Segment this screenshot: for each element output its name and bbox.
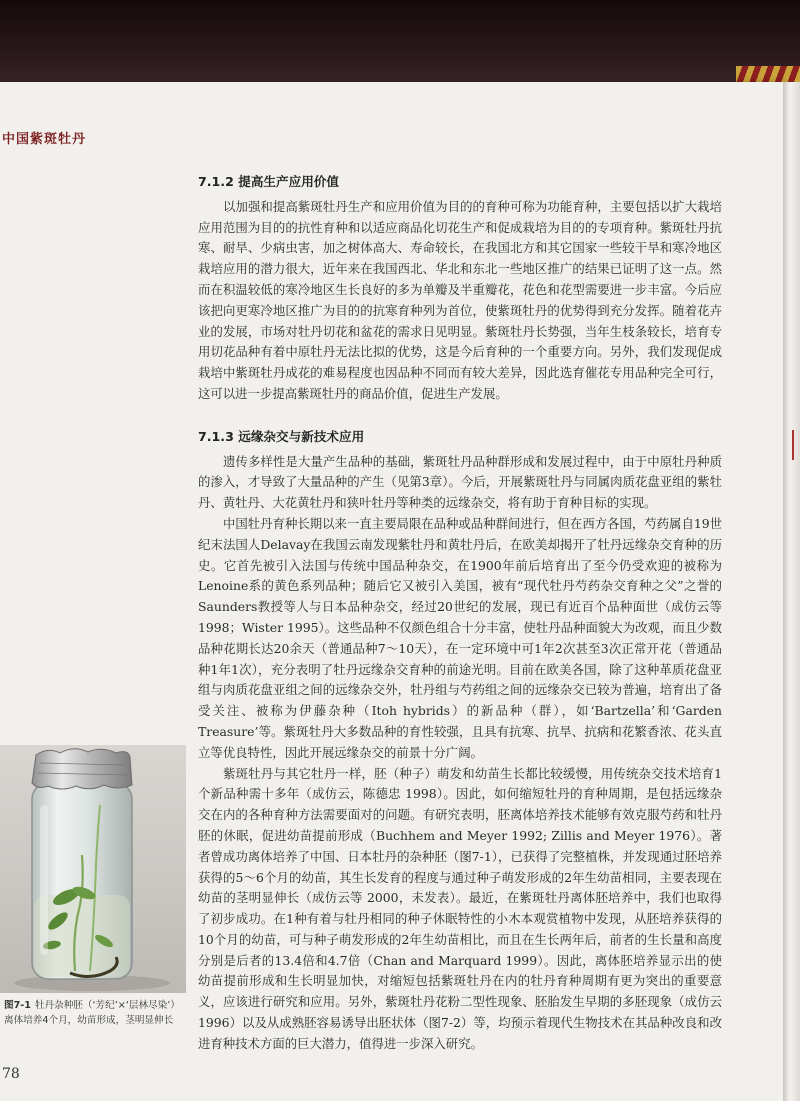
figure-caption [4, 998, 178, 1028]
paragraph: 紫斑牡丹与其它牡丹一样，胚（种子）萌发和幼苗生长都比较缓慢，用传统杂交技术培育1个新品种需十多年（成仿云，陈德忠 1998）。因此，如何缩短牡丹的育种周期，是包括远缘杂交在内的各种育种方法需要面对的问题。有研究表明，胚离体培养技术能够有效克服芍药和牡丹胚的休眠，促进幼苗提前形成（Buchhem and Meyer 1992; Zillis and Meyer 1976）。著者曾成功离体培养了中国、日本牡丹的杂种胚（图7-1），已获得了完整植株，并发现通过胚培养获得的5～6个月的幼苗，其生长发育的程度与通过种子萌发形成的2年生幼苗相同，主要表现在幼苗的茎明显伸长（成仿云等 2000，未发表）。最近，在紫斑牡丹离体胚培养中，我们也取得了初步成功。在1种有着与牡丹相同的种子休眠特性的小木本观赏植物中发现，从胚培养获得的10个月的幼苗，可与种子萌发形成的2年生幼苗相比，而且在生长两年后，前者的生长量和高度分别是后者的13.4倍和4.7倍（Chan and Marquard 1999）。因此，离体胚培养显示出的使幼苗提前形成和生长明显加快，对缩短包括紫斑牡丹在内的牡丹育种周期有更为突出的重要意义，应该进行研究和应用。另外，紫斑牡丹花粉二型性现象、胚胎发生早期的多胚现象（成仿云 1996）以及从成熟胚容易诱导出胚状体（图7-2）等，均预示着现代生物技术在其品种改良和改进育种技术方面的巨大潜力，值得进一步深入研究。 [198, 765, 722, 1051]
paragraph: 遗传多样性是大量产生品种的基础，紫斑牡丹品种群形成和发展过程中，由于中原牡丹种质的渗入，才导致了大量品种的产生（见第3章）。今后，开展紫斑牡丹与同属肉质花盘亚组的紫牡丹、黄牡丹、大花黄牡丹和狭叶牡丹等种类的远缘杂交，将有助于育种目标的实现。 [198, 453, 722, 511]
body-text [198, 172, 722, 1055]
running-head: 中国紫斑牡丹 [2, 132, 87, 147]
page-edge [783, 82, 800, 1101]
page-number: 78 [2, 1066, 20, 1082]
section-7-1-3 [198, 427, 722, 1055]
section-heading: 7.1.3 远缘杂交与新技术应用 [198, 428, 365, 444]
page-edge-marker [792, 430, 794, 460]
paragraph: 中国牡丹育种长期以来一直主要局限在品种或品种群间进行，但在西方各国，芍药属自19世纪末法国人Delavay在我国云南发现紫牡丹和黄牡丹后，在欧美却揭开了牡丹远缘杂交育种的历史。它首先被引入法国与传统中国品种杂交，在1900年前后培育出了至今仍受欢迎的被称为Lenoine系的黄色系列品种；随后它又被引入美国，被有“现代牡丹芍药杂交育种之父”之誉的Saunders教授等人与日本品种杂交，经过20世纪的发展，现已有近百个品种面世（成仿云等 1998；Wister 1995）。这些品种不仅颜色组合十分丰富，使牡丹品种面貌大为改观，而且少数品种花期长达20余天（普通品种7～10天），在一定环境中可1年2次甚至3次正常开花（普通品种1年1次），充分表明了牡丹远缘杂交育种的前途光明。目前在欧美各国，除了这种革质花盘亚组与肉质花盘亚组之间的远缘杂交外，牡丹组与芍药组之间的远缘杂交已较为普遍，培育出了备受关注、被称为伊藤杂种（Itoh hybrids）的新品种（群），如‘Bartzella’和‘Garden Treasure’等。紫斑牡丹大多数品种的育性较强，且具有抗寒、抗旱、抗病和花繁香浓、花头直立等优良特性，因此开展远缘杂交的前景十分广阔。 [198, 515, 723, 760]
background-dark-band [0, 0, 800, 84]
figure-photo-culture-jar [0, 745, 186, 993]
figure-label: 图7-1 [4, 1000, 31, 1011]
figure-caption-text: 牡丹杂种胚（‘芳纪’×‘层林尽染’）离体培养4个月，幼苗形成，茎明显伸长 [4, 1000, 176, 1026]
paragraph: 以加强和提高紫斑牡丹生产和应用价值为目的的育种可称为功能育种，主要包括以扩大栽培应用范围为目的的抗性育种和以适应商品化切花生产和促成栽培为目的的专项育种。紫斑牡丹抗寒、耐旱、少病虫害，加之树体高大、寿命较长，在我国北方和其它国家一些较干旱和寒冷地区栽培应用的潜力很大，近年来在我国西北、华北和东北一些地区推广的结果已证明了这一点。然而在积温较低的寒冷地区生长良好的多为单瓣及半重瓣花，花色和花型需要进一步丰富。今后应该把向更寒冷地区推广为目的的抗寒育种列为首位，使紫斑牡丹的优势得到充分发挥。随着花卉业的发展，市场对牡丹切花和盆花的需求日见明显。紫斑牡丹长势强，当年生枝条较长，培育专用切花品种有着中原牡丹无法比拟的优势，这是今后育种的一个重要方向。另外，我们发现促成栽培中紫斑牡丹成花的难易程度也因品种不同而有较大差异，因此选育催花专用品种完全可行，这可以进一步提高紫斑牡丹的商品价值，促进生产发展。 [198, 198, 722, 401]
section-7-1-2 [198, 172, 722, 405]
section-heading: 7.1.2 提高生产应用价值 [198, 174, 339, 189]
